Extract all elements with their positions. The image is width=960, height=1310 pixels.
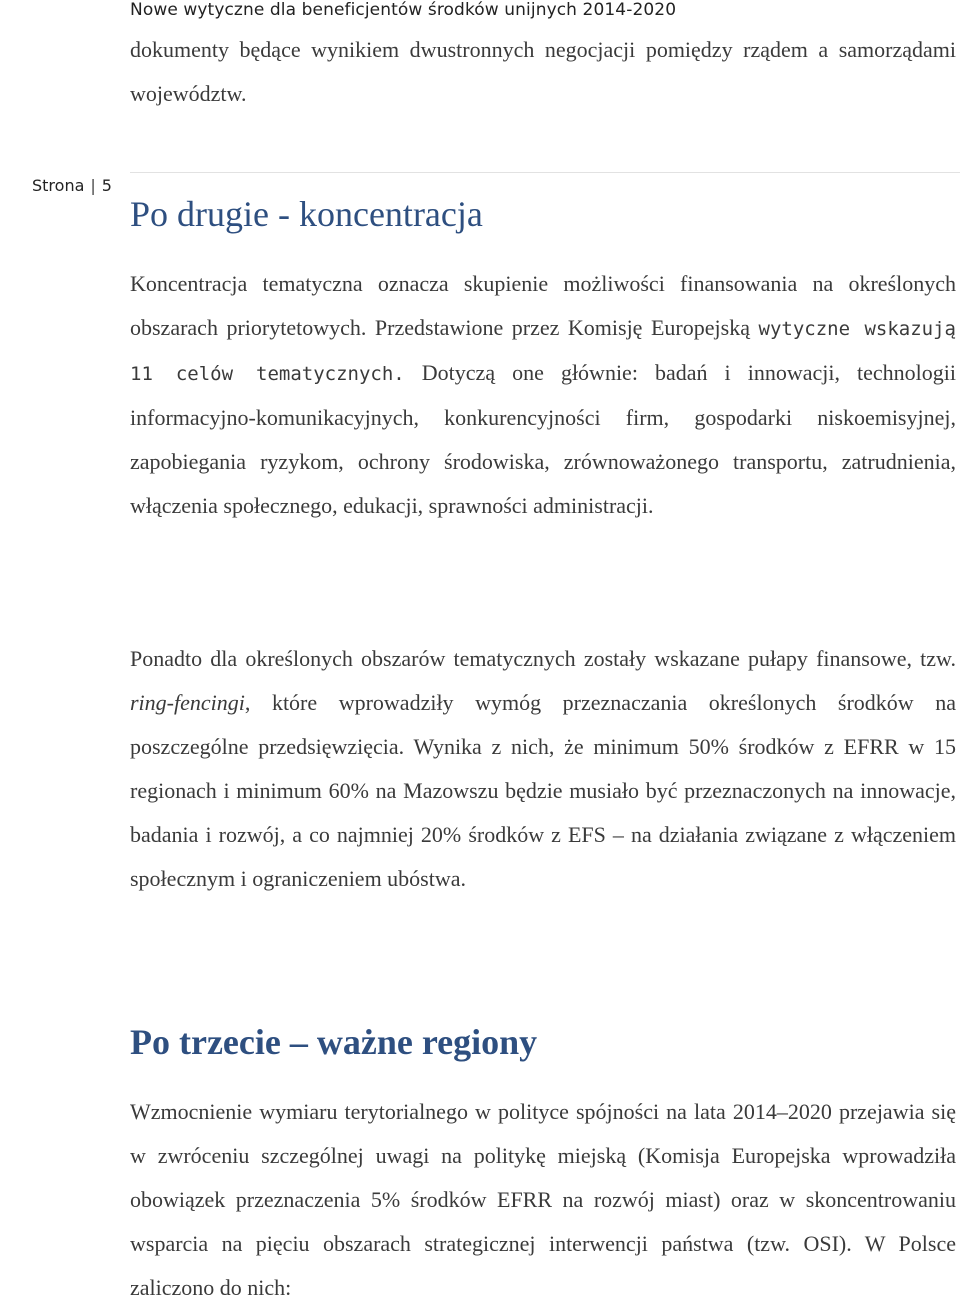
page-separator	[130, 172, 960, 173]
section-heading-regiony: Po trzecie – ważne regiony	[130, 1022, 538, 1062]
paragraph-text: Koncentracja tematyczna oznacza skupienie możliwości finansowania na określonych obszarach priorytetowych. Przedstawione przez Komisję Europejską	[130, 271, 956, 340]
paragraph-italic-term: ring-fencingi	[130, 690, 245, 715]
paragraph-text: Dotyczą one głównie: badań i innowacji, technologii informacyjno-komunikacyjnych, konkurencyjności firm, gospodarki niskoemisyjnej, zapobiegania ryzykom, ochrony środowiska, zrównoważonego transportu, zatrudnienia, włączenia społecznego, edukacji, sprawności administracji.	[130, 360, 956, 518]
section-heading-koncentracja: Po drugie - koncentracja	[130, 194, 483, 234]
paragraph-koncentracja-1	[130, 262, 956, 528]
paragraph-text-goals: wytyczne wskazują 11 celów tematycznych.	[130, 318, 956, 385]
page-number: 5	[101, 176, 112, 195]
paragraph-regiony-1: Wzmocnienie wymiaru terytorialnego w polityce spójności na lata 2014–2020 przejawia się w zwróceniu szczególnej uwagi na politykę miejską (Komisja Europejska wprowadziła obowiązek przeznaczenia 5% środków EFRR na rozwój miast) oraz w skoncentrowaniu wsparcia na pięciu obszarach strategicznej interwencji państwa (tzw. OSI). W Polsce zaliczono do nich:	[130, 1099, 956, 1300]
paragraph-text: , które wprowadziły wymóg przeznaczania określonych środków na poszczególne przedsięwzięcia. Wynika z nich, że minimum 50% środków z EFRR w 15 regionach i minimum 60% na Mazowszu będzie musiało być przeznaczonych na innowacje, badania i rozwój, a co najmniej 20% środków z EFS – na działania związane z włączeniem społecznym i ograniczeniem ubóstwa.	[130, 690, 956, 891]
paragraph-koncentracja-2	[130, 637, 956, 901]
page-number-label	[32, 176, 112, 195]
page-label-divider: |	[90, 176, 96, 195]
continuation-paragraph: dokumenty będące wynikiem dwustronnych negocjacji pomiędzy rządem a samorządami województw.	[130, 37, 956, 106]
paragraph-text: Ponadto dla określonych obszarów tematycznych zostały wskazane pułapy finansowe, tzw.	[130, 646, 956, 671]
page-label-prefix: Strona	[32, 176, 85, 195]
document-header-title: Nowe wytyczne dla beneficjentów środków unijnych 2014-2020	[130, 0, 677, 20]
